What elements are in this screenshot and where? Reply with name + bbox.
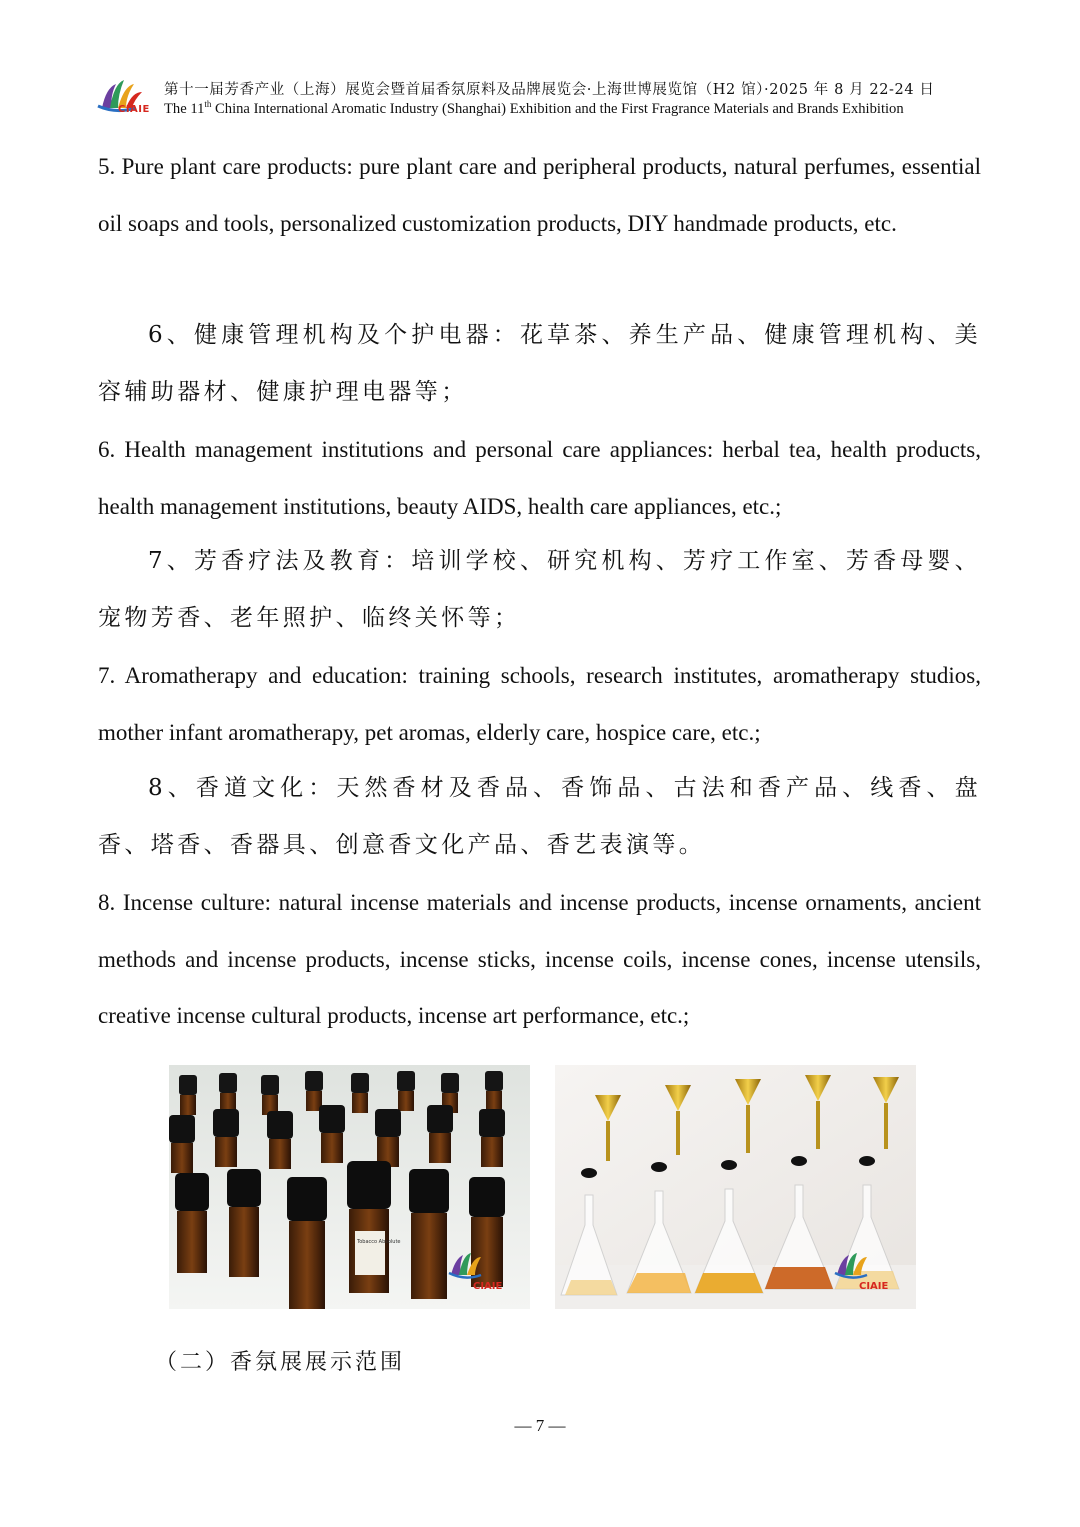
section-subheading: （二）香氛展展示范围 (155, 1350, 406, 1375)
item-5-en: 5. Pure plant care products: pure plant care and peripheral products, natural perfumes, essential oil soaps and tools, personalized customization products, DIY handmade products, etc. (98, 154, 981, 236)
item-8-en: 8. Incense culture: natural incense materials and incense products, incense ornaments, ancient methods and incense products, incense sticks, incense coils, incense cones, incense utensils, creative incense cultural products, incense art performance, etc.; (98, 890, 981, 1029)
page-header (96, 76, 986, 122)
item-6-cn: 6、健康管理机构及个护电器：花草茶、养生产品、健康管理机构、美容辅助器材、健康护理电器等； (98, 322, 981, 405)
logo-text: CIAIE (118, 104, 150, 115)
header-title-en: The 11th China International Aromatic Industry (Shanghai) Exhibition and the First Fragrance Materials and Brands Exhibition (164, 99, 904, 117)
page-number: — 7 — (514, 1416, 566, 1435)
essential-oil-bottles-photo (169, 1065, 530, 1309)
ciaie-logo (96, 78, 158, 118)
svg-text:CIAIE: CIAIE (473, 1281, 503, 1292)
header-title-cn: 第十一届芳香产业（上海）展览会暨首届香氛原料及品牌展览会·上海世博展览馆（H2 馆）·2025 年 8 月 22-24 日 (164, 82, 935, 98)
item-7-cn: 7、芳香疗法及教育：培训学校、研究机构、芳疗工作室、芳香母婴、宠物芳香、老年照护、临终关怀等； (98, 548, 981, 631)
item-6-en: 6. Health management institutions and personal care appliances: herbal tea, health products, health management institutions, beauty AIDS, health care appliances, etc.; (98, 437, 981, 519)
bottle-label-text: Tobacco Absolute (357, 1239, 401, 1245)
fragrance-flasks-photo (555, 1065, 916, 1309)
svg-text:CIAIE: CIAIE (859, 1281, 889, 1292)
item-7-en: 7. Aromatherapy and education: training schools, research institutes, aromatherapy studios, mother infant aromatherapy, pet aromas, elderly care, hospice care, etc.; (98, 663, 981, 745)
item-8-cn: 8、香道文化：天然香材及香品、香饰品、古法和香产品、线香、盘香、塔香、香器具、创意香文化产品、香艺表演等。 (98, 775, 981, 858)
